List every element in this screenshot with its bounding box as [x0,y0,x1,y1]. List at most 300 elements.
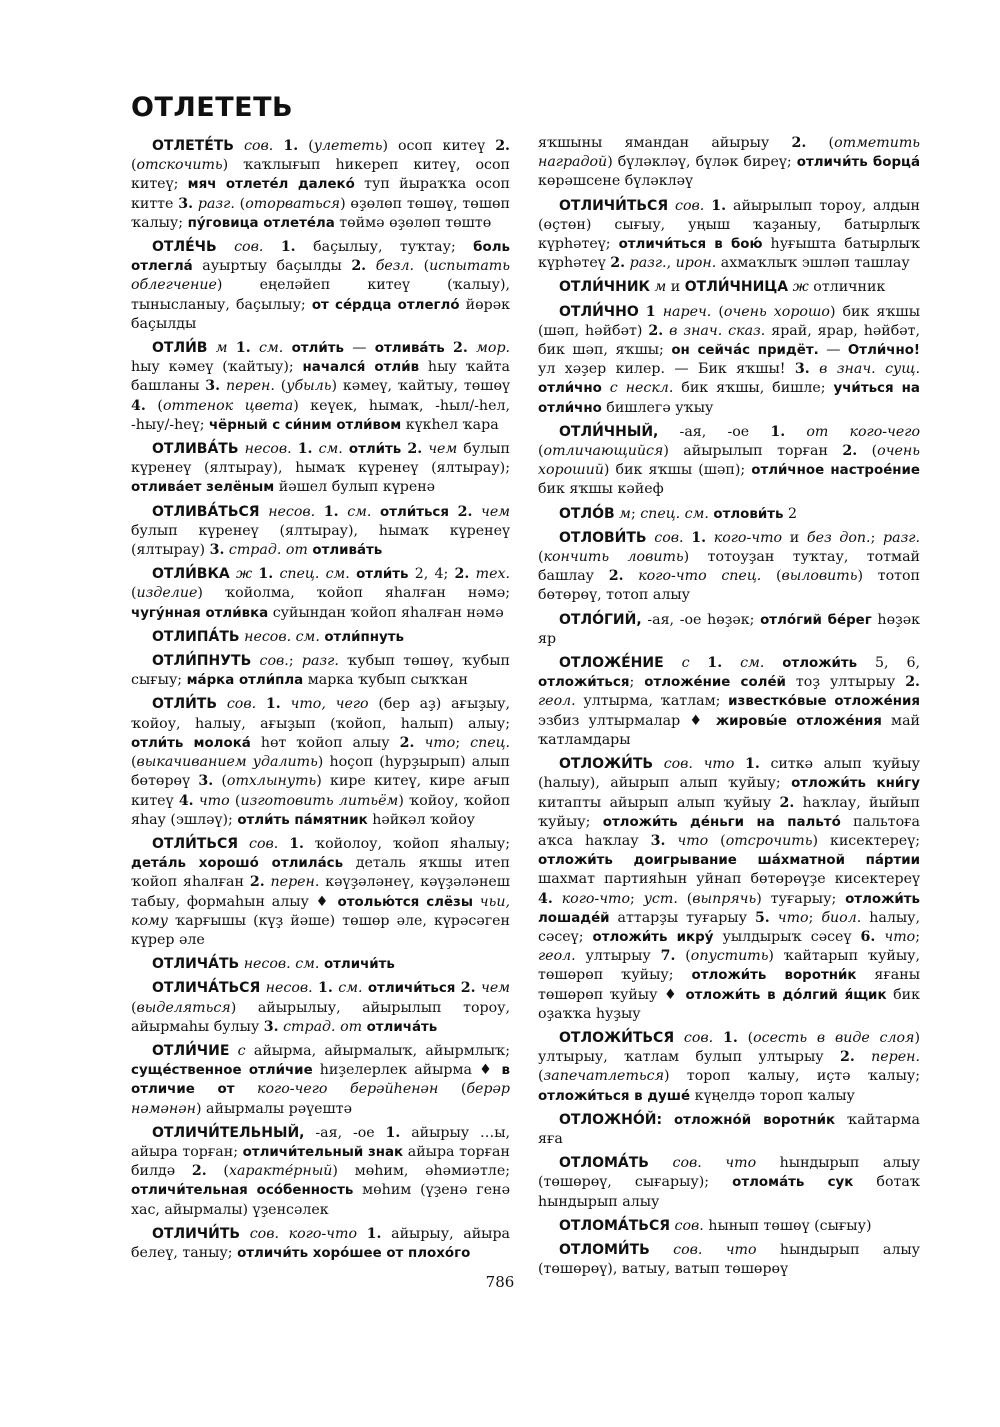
dictionary-entry [538,197,920,274]
headword: ОТЛИ́ТЬСЯ [152,835,239,852]
grammar-label: кончить ловить [543,549,684,566]
definition-text: һыу ҡайта башланы [131,359,510,395]
grammar-label: выделяться [136,999,231,1016]
definition-text [445,340,453,356]
definition-text: ( [131,754,137,771]
grammar-label: разг. [629,255,667,272]
definition-text: йөрәк баҫылды [131,296,510,332]
sense-number: 1. [323,503,339,520]
headword: ОТЛИЧИ́ТЬСЯ [559,197,669,214]
definition-text [207,340,215,356]
dictionary-entry [538,303,920,418]
grammar-label: чем [481,980,511,997]
example-phrase: отлива́ет зелёным [131,480,275,496]
example-phrase: отличи́ться [367,981,456,997]
definition-text: уылдырыҡ сәсеү [713,928,861,945]
definition-text: ( [711,303,724,320]
definition-text: булып күренеү (ялтырау), һымаҡ күренеү (ялтырау) [131,522,510,559]
dictionary-entry [538,134,920,192]
sense-number: 1. [235,340,251,357]
example-phrase: в отличие от [131,1063,510,1098]
grammar-label: сов. [675,197,705,214]
grammar-label: оторваться [245,195,341,212]
definition-text: ( [438,1081,467,1098]
definition-text: ) кисектереү; [812,832,920,849]
grammar-label: очень хорошо [723,303,830,320]
definition-text: һынып төшөү (сығыу) [703,1217,872,1234]
definition-text: -ая, -ое [658,423,771,440]
definition-text: ; [630,890,644,907]
sense-number: 6. [860,928,876,945]
example-phrase: боль отлегла́ [131,240,510,275]
definition-text: ) ултырыу, ҡатлам булып ултырыу [538,1029,920,1066]
grammar-label: несов. [244,628,292,645]
example-phrase: отли́чно [538,381,602,397]
grammar-label: от кого-чего [806,423,920,440]
grammar-label: см. [325,566,350,583]
dictionary-entry [538,1217,920,1236]
example-phrase: Отли́чно! [847,343,921,359]
definition-text [357,1226,367,1242]
grammar-label: сов. [244,138,274,154]
definition-text: һиҙелерлек айырма ♦ [312,1062,502,1079]
dictionary-entry [538,423,920,500]
definition-text: ) ҡаҡлығып һикереп китеү, осоп китеү; [131,157,510,193]
grammar-label: сов. [672,1155,702,1172]
definition-text: туп йыраҡҡа осоп китте [131,176,510,212]
grammar-label: м [215,340,228,357]
example-phrase: начался́ отли́в [302,360,420,376]
grammar-label: безл. [375,258,415,275]
definition-text: , [666,255,676,272]
grammar-label: выловить [781,568,858,585]
example-phrase: отли́ться [380,504,449,520]
definition-text: ) кеүек, һымаҡ, -һыл/-һел, -һыу/-һеү; [131,397,510,433]
grammar-label: несов. [244,441,292,458]
grammar-label: м [654,279,667,296]
definition-text: йәшел булып күренә [274,479,436,496]
definition-text: ( [145,397,163,414]
example-phrase: ма́рка отли́пла [186,673,304,689]
example-phrase: отличи́тельная осо́бенность [131,1183,354,1199]
definition-text [229,1043,237,1059]
example-phrase: отли́чное настрое́ние [751,463,921,479]
definition-text: һындырып алыу (төшөрөү), ватыу, ватып төшөрөү [538,1241,920,1278]
definition-text: аттарҙы туғарыу [609,909,755,926]
definition-text [449,504,458,520]
example-phrase: жировы́е отложе́ния [715,713,882,729]
definition-text [366,258,376,274]
definition-text [217,696,227,712]
grammar-label: что [424,734,456,751]
grammar-label: мор. [476,340,511,357]
grammar-label: с [681,655,690,672]
definition-text [256,696,266,712]
definition-text: 2 [783,505,797,522]
example-phrase: отли́ть [348,442,402,458]
grammar-label: см. [295,956,320,973]
definition-text [770,910,778,926]
example-phrase: отложе́ние соле́й [644,675,786,691]
example-phrase: отложи́ть воротни́к [691,968,857,984]
example-phrase: учи́ться на отли́чно [538,381,920,416]
definition-text [283,340,291,356]
sense-number: 1. [385,1124,401,1141]
definition-text: ( [857,443,878,460]
definition-text: һөҙәк яр [538,611,920,647]
dictionary-entry [131,1042,510,1119]
definition-text: ; [808,909,822,926]
definition-text: ) осоп китеү [382,138,496,154]
definition-text: ул хәҙер килер. — Бик яҡшы! [538,361,795,378]
grammar-label: выпрячь [692,890,757,907]
sense-number: 4. [538,890,553,907]
sense-number: 2. [495,138,510,154]
headword: ОТЛИ́ЧНИК [559,279,650,296]
grammar-label: сов. [259,653,289,670]
definition-text [228,340,236,356]
grammar-label: что [777,909,809,926]
grammar-label: несов. [265,980,313,997]
grammar-label: отсрочить [725,832,813,849]
headword: ОТЛО́ГИЙ, [559,611,642,628]
definition-text: марка ҡубып сыҡҡан [303,672,468,689]
grammar-label: что [884,928,916,945]
example-phrase: отли́ть [291,341,344,357]
definition-text: ( [213,773,227,790]
definition-text [785,424,806,440]
definition-text [234,1081,257,1097]
grammar-label: чем [481,503,510,520]
definition-text: тоҙ ултырыу [785,674,906,691]
grammar-label: очень хороший [538,443,921,479]
definition-text: ) ҡойолма, ҡойоп яһалған нәмә; [197,585,510,602]
definition-text: һуғышта батырлыҡ күрһәтеү [538,236,920,272]
grammar-label: оттенок цвета [162,397,294,414]
grammar-label: сов. [226,696,257,713]
definition-text [649,1155,673,1171]
example-phrase: отличи́ть [323,957,395,973]
definition-text: (бер аҙ) ағыҙыу, ҡойоу, һалыу, ағыҙып (ҡойоп, һалып) алыу; [131,696,511,732]
headword: ОТЛИ́ВКА [152,566,230,583]
definition-text: ) кәмеү, ҡайтыу, төшөү [331,378,511,395]
sense-number: 2. [351,258,367,275]
grammar-label: отметить наградой [538,135,921,171]
grammar-label: перен. [270,874,320,891]
definition-text: ботаҡ һындырып алыу [538,1174,920,1210]
sense-number: 1. [265,696,281,713]
grammar-label: в знач. сказ. [669,322,766,339]
dictionary-entry [131,652,510,690]
definition-text: ) бик яҡшы (шәп); [603,462,752,479]
sense-number: 1. [722,1029,738,1046]
grammar-label: отскочить [136,157,223,174]
headword: ОТЛИЧИ́ТЕЛЬНЫЙ, [152,1124,305,1141]
grammar-label: с нескл. [609,380,674,397]
grammar-label: геол. [538,693,576,710]
grammar-label: что [725,1155,757,1172]
sense-number: 1. [770,423,786,440]
definition-text: ; [455,734,471,751]
definition-text: ( [274,378,287,395]
example-phrase: отлива́ть [312,543,383,559]
sense-number: 2. [460,980,476,997]
definition-text: ; [629,674,645,691]
headword: ОТЛИ́ТЬ [152,696,218,713]
example-phrase: отли́пнуть [324,629,404,645]
sense-number: 2. [905,674,920,691]
example-phrase: отлива́ть [374,341,445,357]
headword: ОТЛОМА́ТЬСЯ [559,1217,671,1234]
grammar-label: перен. [871,1049,920,1066]
definition-text: ; [870,529,884,546]
definition-text: — [343,340,375,357]
definition-text: ; [288,653,302,670]
grammar-label: уст. [643,890,678,907]
grammar-label: что, чего [290,696,369,713]
definition-text: ситкә алып ҡуйыу (һалыу), айырып алып ҡуйыу; [538,756,921,792]
dictionary-entry [538,1154,920,1212]
grammar-label: осесть в виде слоя [753,1029,915,1046]
definition-text: ( [806,135,835,151]
grammar-label: от [340,1018,363,1035]
definition-text: ( [677,890,693,907]
definition-text: яғаны төшөрөп ҡуйыу ♦ [538,967,920,1003]
definition-text: күңелдә тороп ҡалыу [690,1087,855,1104]
definition-text [473,894,480,910]
definition-text: яҡшыны ямандан айырыу [538,135,792,151]
example-phrase: отли́ть па́мятник [237,812,368,828]
definition-text [217,239,234,255]
definition-text [702,1242,725,1258]
definition-text [722,655,740,671]
grammar-label: сов. [654,529,684,546]
sense-number: 2. [191,1163,207,1180]
definition-text [855,1049,871,1065]
definition-text [662,1112,674,1128]
grammar-label: отхлынуть [226,773,317,790]
running-head: ОТЛЕТЕТЬ [131,92,294,123]
definition-text: ( [538,443,544,460]
sense-number: 4. [131,397,146,414]
sense-number: 1. [745,756,760,773]
sense-number: 1. [318,980,333,997]
example-phrase: отлича́ть [366,1019,438,1035]
definition-text [260,504,269,520]
example-phrase: отли́ть [356,567,409,583]
grammar-label: сов. [249,835,279,852]
grammar-label: см. [347,503,372,520]
example-phrase: известко́вые отложе́ния [728,694,920,710]
dictionary-entry [131,339,510,435]
dictionary-entry [131,565,510,623]
definition-text [653,756,664,772]
definition-text [414,735,424,751]
sense-number: 5. [754,909,770,926]
definition-text: бик оҙаҡҡа һуҙыу [538,986,920,1022]
definition-text: ( [206,1163,229,1180]
sense-number: 1. [711,197,727,214]
sense-number: 2. [608,568,624,585]
definition-text [693,756,704,772]
sense-number: 1. [707,655,723,672]
definition-text: айырма, айырмалыҡ, айырмлыҡ; [245,1042,511,1059]
sense-number: 1. [691,529,707,546]
definition-text [639,304,646,320]
example-phrase: пу́говица отлете́ла [187,215,335,231]
definition-text: ) һоҫоп (һурҙырып) алып бөтөрөү [131,754,510,790]
grammar-label: что [725,1241,757,1258]
example-phrase: дета́ль хорошо́ отлила́сь [131,856,344,872]
definition-text [371,504,380,520]
dictionary-entry [538,1029,920,1106]
definition-text: һәйкәл ҡойоу [367,811,476,828]
grammar-label: ж [792,279,809,296]
example-phrase: отличи́ть борца́ [796,155,920,171]
definition-text [251,653,259,669]
grammar-label: разг. [301,653,339,670]
grammar-label: спец. [640,505,681,522]
grammar-label: сов. [663,756,693,773]
grammar-label: опустить [690,948,769,965]
headword: ОТЛО́В [559,505,615,522]
dictionary-entry [131,835,510,950]
definition-text: ( [234,195,246,212]
definition-text: и [666,279,685,296]
definition-text: көрәшсене бүләкләү [538,173,694,190]
definition-text: ултырма, ҡатлам; [575,693,729,710]
sense-number: 1 [645,303,656,320]
definition-text: ) тотоп бөтөрөү, тотоп алыу [538,568,920,604]
dictionary-entry [131,955,510,974]
definition-text: май ҡатламдары [538,712,920,748]
definition-text [706,530,714,546]
grammar-label: сов. [234,239,264,256]
dictionary-entry [131,695,510,829]
example-phrase: от се́рдца отлегло́ [311,297,460,313]
dictionary-entry [538,1111,920,1149]
definition-text: бик яҡшы, бишле; [673,380,834,397]
right-column [538,134,920,1284]
definition-text: ( [737,1029,754,1046]
definition-text [472,504,481,520]
definition-text: һыу кәмеү (ҡайтыу); [131,359,303,376]
example-phrase: отложи́ть лошаде́й [538,891,921,926]
sense-number: 3. [209,542,225,559]
definition-text: айырыу …ы, айыра торған; [131,1124,511,1160]
headword: ОТЛОМИ́ТЬ [559,1241,650,1258]
definition-text [602,380,610,396]
sense-number: 2. [453,340,468,357]
dictionary-entry [131,440,510,498]
definition-text [702,1155,726,1171]
example-phrase: отложи́ть [782,656,858,672]
definition-text: отличник [808,279,886,296]
definition-text: һаҡлау, йыйып ҡуйыу; [538,794,920,830]
grammar-label: см. [259,340,284,357]
definition-text [281,696,291,712]
example-phrase: отло́гий бе́рег [760,612,872,628]
grammar-label: чем [428,441,458,458]
definition-text [553,891,562,907]
definition-text [238,836,249,852]
sense-number: 7. [660,948,676,965]
headword: ОТЛИ́В [152,340,208,357]
definition-text: ( [131,999,137,1016]
dictionary-entry [131,628,510,647]
definition-text: шахмат партияһын уйнап бөтөрөүҙе кисектереү [538,871,920,888]
definition-text: ҡарғышы (күҙ йәше) төшөр әле, күрәсәген күрер әле [131,912,510,948]
grammar-label: что [703,756,735,773]
sense-number: 2. [842,443,858,460]
example-phrase: чёрный с си́ним отли́вом [208,417,402,433]
definition-text [624,568,639,584]
grammar-label: в знач. сущ. [819,361,920,378]
headword: ОТЛИ́ЧНЫЙ, [559,423,659,440]
definition-text: ) тороп ҡалыу, иҫтә ҡалыу; [663,1068,920,1085]
example-phrase: отложи́ться [538,675,630,691]
sense-number: 2. [791,135,807,151]
grammar-label: см. [740,655,765,672]
grammar-label: м [619,505,631,522]
example-phrase: отличи́ть хоро́шее от плохо́го [237,1245,471,1261]
example-phrase: отложи́ться в душе́ [538,1088,691,1104]
grammar-label: биол. [821,909,862,926]
sense-number: 2. [839,1049,855,1066]
definition-text: ( [675,948,691,965]
definition-text: ) мөһим, әһәмиәтле; [332,1163,510,1180]
grammar-label: улететь [313,138,383,154]
grammar-label: страд. [283,1018,336,1035]
definition-text: ; [915,928,920,945]
grammar-label: запечатлеться [543,1068,664,1085]
grammar-label: отличающийся [543,443,664,460]
grammar-label: без доп. [806,529,871,546]
definition-text [656,304,663,320]
sense-number: 1. [258,566,274,583]
sense-number: 2. [457,503,473,520]
grammar-label: чьи, кому [131,893,510,929]
definition-text: бишлегә уҡыу [601,399,714,416]
headword: ОТЛОЖИ́ТЬ [559,756,654,773]
definition-text [273,138,283,154]
grammar-label: кого-что [561,890,631,907]
definition-text: ( [131,157,137,174]
definition-text: булып күренеү (ялтырау), һымаҡ күренеү (ялтырау); [131,441,510,477]
sense-number: 2. [454,566,470,583]
example-phrase: отложи́ть доигрывание ша́хматной па́ртии [538,853,920,869]
sense-number: 3. [178,195,194,212]
grammar-label: спец. [470,734,511,751]
definition-text [764,655,782,671]
definition-text: айыра торған билдә [131,1143,510,1180]
definition-text: ) кире китеү, кире ағып китеү [131,773,511,809]
example-phrase: отли́ть молока́ [131,735,251,751]
definition-text [263,239,280,255]
grammar-label: см. [338,980,363,997]
definition-text: ) ҡайтарып ҡуйыу, төшөрөп ҡуйыу; [538,948,921,984]
grammar-label: берәр нәмәнән [131,1081,510,1117]
example-phrase: отложи́ть де́ньги на пальто́ [602,814,841,830]
definition-text: ( [538,1068,544,1085]
definition-text: ҡубып төшөү, ҡубып сығыу; [131,653,510,689]
grammar-label: см. [318,441,343,458]
definition-text: ) айырылыу, айырылып тороу, айырмаһы булыу [131,999,510,1035]
example-phrase: отолью́тся слёзы [337,894,473,910]
definition-text: ауыртыу баҫылды [192,258,352,275]
grammar-label: спец. [279,566,320,583]
sense-number: 1. [297,441,313,458]
